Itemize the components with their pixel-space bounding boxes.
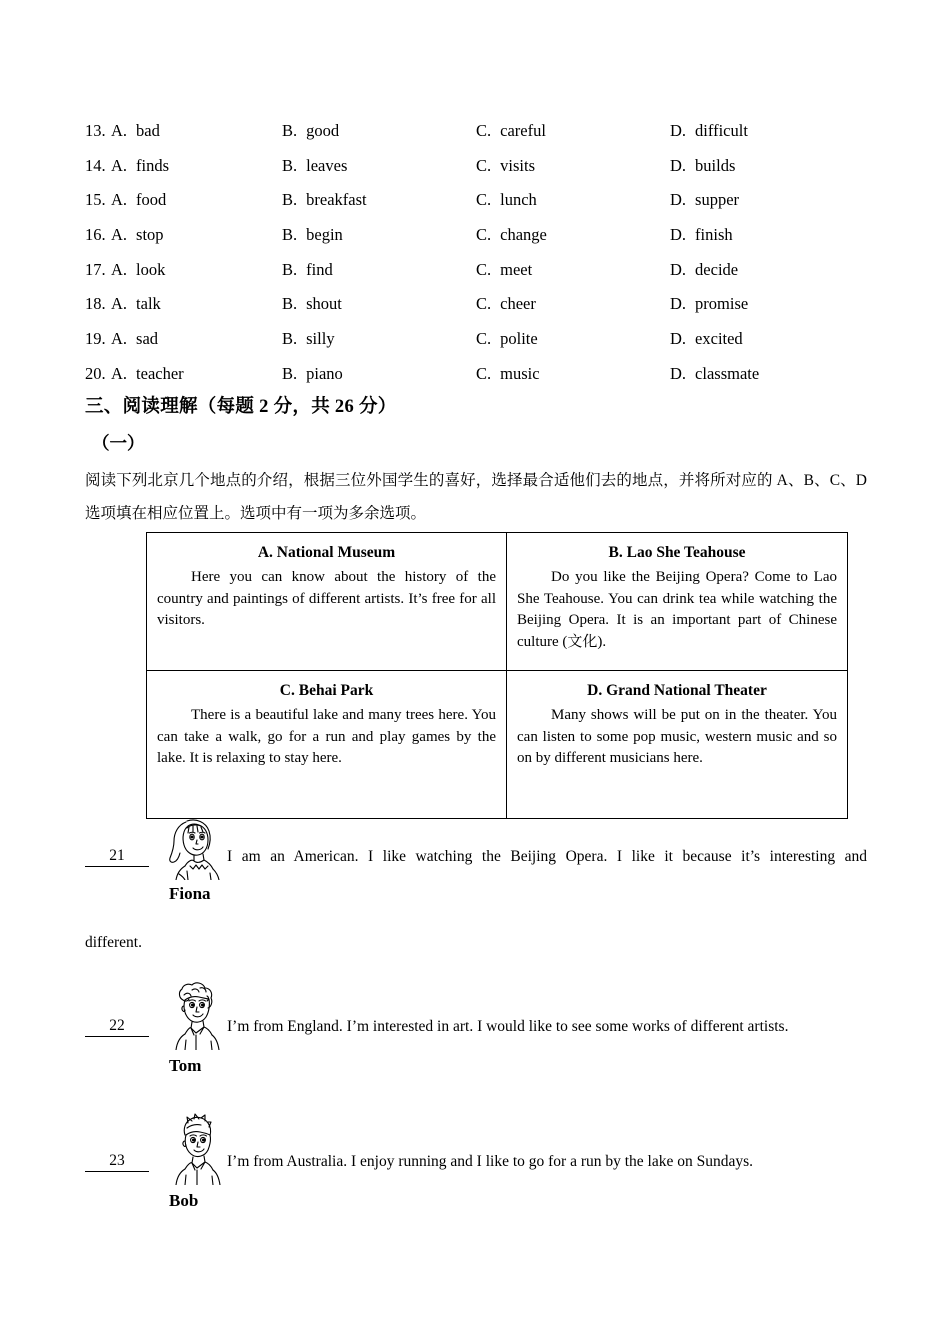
option-text-b: silly xyxy=(306,329,335,349)
option-text-a: bad xyxy=(136,121,160,140)
option-letter-b: B. xyxy=(282,121,298,140)
option-letter-c: C. xyxy=(476,363,492,383)
place-title-a: A. National Museum xyxy=(257,544,396,561)
option-a[interactable] xyxy=(111,357,184,392)
option-text-c: careful xyxy=(500,121,546,140)
option-text-d: difficult xyxy=(695,121,748,140)
option-b[interactable] xyxy=(282,114,339,149)
student-name-22: Tom xyxy=(169,1056,202,1075)
option-text-d: builds xyxy=(695,155,736,175)
place-cell-b xyxy=(507,533,848,671)
option-letter-a: A. xyxy=(111,329,128,349)
option-letter-a: A. xyxy=(111,190,128,210)
option-letter-b: B. xyxy=(282,225,298,245)
option-c[interactable] xyxy=(476,218,547,253)
place-cell-d xyxy=(507,671,848,819)
option-text-d: classmate xyxy=(695,363,760,383)
table-row xyxy=(147,533,848,671)
option-c[interactable] xyxy=(476,183,537,218)
option-text-c: music xyxy=(500,363,540,383)
option-text-c: cheer xyxy=(500,294,536,314)
option-letter-d: D. xyxy=(670,363,687,383)
subsection-heading: （一） xyxy=(92,433,145,453)
question-number: 17. xyxy=(85,259,106,279)
place-body-d: Many shows will be put on in the theater. You can listen to some pop music, western music and so on by different musicians here. xyxy=(517,707,837,766)
place-title-b: B. Lao She Teahouse xyxy=(608,544,746,561)
option-letter-a: A. xyxy=(111,363,128,383)
option-letter-c: C. xyxy=(476,190,492,210)
option-text-b: find xyxy=(306,259,333,279)
question-number: 13. xyxy=(85,121,106,140)
option-text-c: visits xyxy=(500,155,535,175)
boy-curly-hair-icon xyxy=(163,978,223,1055)
option-row xyxy=(85,253,875,288)
option-b[interactable] xyxy=(282,357,343,392)
option-text-b: good xyxy=(306,121,340,140)
section-instructions: 阅读下列北京几个地点的介绍，根据三位外国学生的喜好，选择最合适他们去的地点，并将所对应的 A、B、C、D 选项填在相应位置上。选项中有一项为多余选项。 xyxy=(85,472,867,522)
boy-spiky-hair-icon xyxy=(163,1111,223,1190)
student-statement-23: I’m from Australia. I enjoy running and I like to go for a run by the lake on Sundays. xyxy=(227,1153,754,1170)
option-b[interactable] xyxy=(282,218,343,253)
cloze-options-block xyxy=(85,114,875,392)
option-text-a: food xyxy=(136,190,167,210)
option-letter-a: A. xyxy=(111,294,128,314)
option-letter-b: B. xyxy=(282,190,298,210)
option-letter-a: A. xyxy=(111,121,128,140)
option-c[interactable] xyxy=(476,287,536,322)
option-letter-d: D. xyxy=(670,225,687,245)
option-text-d: finish xyxy=(695,225,733,245)
option-row xyxy=(85,357,875,392)
option-b[interactable] xyxy=(282,149,347,184)
option-letter-d: D. xyxy=(670,155,687,175)
option-row xyxy=(85,183,875,218)
option-d[interactable] xyxy=(670,149,735,184)
option-text-d: excited xyxy=(695,329,743,349)
option-text-b: breakfast xyxy=(306,190,367,210)
place-body-c: There is a beautiful lake and many trees here. You can take a walk, go for a run and play games by the lake. It is relaxing to stay here. xyxy=(157,707,496,766)
option-letter-c: C. xyxy=(476,329,492,349)
places-table xyxy=(146,532,848,819)
option-text-a: stop xyxy=(136,225,164,245)
option-letter-c: C. xyxy=(476,121,492,140)
option-text-c: change xyxy=(500,225,547,245)
option-c[interactable] xyxy=(476,253,532,288)
option-text-c: lunch xyxy=(500,190,537,210)
option-text-d: promise xyxy=(695,294,749,314)
option-a[interactable] xyxy=(111,322,158,357)
option-letter-c: C. xyxy=(476,225,492,245)
option-letter-b: B. xyxy=(282,294,298,314)
student-statement-21: I am an American. I like watching the Beijing Opera. I like it because it’s interesting and xyxy=(227,848,867,865)
answer-blank-21[interactable]: 21 xyxy=(85,846,149,867)
option-letter-d: D. xyxy=(670,329,687,349)
question-number: 14. xyxy=(85,155,106,175)
section-heading: 三、阅读理解（每题 2 分，共 26 分） xyxy=(85,397,397,417)
option-c[interactable] xyxy=(476,357,540,392)
option-c[interactable] xyxy=(476,322,538,357)
option-letter-b: B. xyxy=(282,329,298,349)
student-name-23: Bob xyxy=(169,1191,199,1210)
option-b[interactable] xyxy=(282,253,333,288)
option-text-a: teacher xyxy=(136,363,184,383)
place-title-c: C. Behai Park xyxy=(279,682,374,699)
option-b[interactable] xyxy=(282,322,335,357)
option-text-a: look xyxy=(136,259,166,279)
option-d[interactable] xyxy=(670,253,738,288)
table-row xyxy=(147,671,848,819)
option-text-c: meet xyxy=(500,259,533,279)
option-a[interactable] xyxy=(111,253,165,288)
option-text-b: begin xyxy=(306,225,343,245)
option-letter-b: B. xyxy=(282,363,298,383)
option-d[interactable] xyxy=(670,218,733,253)
option-a[interactable] xyxy=(111,183,166,218)
option-d[interactable] xyxy=(670,114,748,149)
option-a[interactable] xyxy=(111,149,169,184)
option-row xyxy=(85,322,875,357)
option-row xyxy=(85,149,875,184)
option-d[interactable] xyxy=(670,183,739,218)
option-a[interactable] xyxy=(111,218,164,253)
question-number: 16. xyxy=(85,225,106,245)
option-text-a: sad xyxy=(136,329,159,349)
question-number: 18. xyxy=(85,294,106,314)
option-letter-c: C. xyxy=(476,155,492,175)
option-text-d: decide xyxy=(695,259,739,279)
place-cell-a xyxy=(147,533,507,671)
option-letter-b: B. xyxy=(282,259,298,279)
answer-blank-23[interactable]: 23 xyxy=(85,1151,149,1172)
place-body-a: Here you can know about the history of the country and paintings of different artists. It’s free for all visitors. xyxy=(157,569,496,628)
option-letter-d: D. xyxy=(670,294,687,314)
option-c[interactable] xyxy=(476,114,546,149)
option-b[interactable] xyxy=(282,183,367,218)
option-letter-c: C. xyxy=(476,294,492,314)
option-text-a: talk xyxy=(136,294,161,314)
student-statement-21-overflow: different. xyxy=(85,934,142,951)
option-d[interactable] xyxy=(670,287,748,322)
answer-blank-22[interactable]: 22 xyxy=(85,1016,149,1037)
option-letter-a: A. xyxy=(111,155,128,175)
question-number: 19. xyxy=(85,329,106,349)
option-text-a: finds xyxy=(136,155,170,175)
student-name-21: Fiona xyxy=(169,884,211,903)
option-letter-d: D. xyxy=(670,190,687,210)
place-cell-c xyxy=(147,671,507,819)
place-body-b: Do you like the Beijing Opera? Come to Lao She Teahouse. You can drink tea while watching the Beijing Opera. It is an important part of Chinese culture (文化). xyxy=(517,569,837,650)
option-b[interactable] xyxy=(282,287,342,322)
option-text-b: shout xyxy=(306,294,342,314)
option-text-b: leaves xyxy=(306,155,348,175)
option-text-c: polite xyxy=(500,329,538,349)
question-number: 15. xyxy=(85,190,106,210)
option-c[interactable] xyxy=(476,149,535,184)
option-letter-b: B. xyxy=(282,155,298,175)
option-text-d: supper xyxy=(695,190,740,210)
option-a[interactable] xyxy=(111,114,160,149)
option-letter-c: C. xyxy=(476,259,492,279)
place-title-d: D. Grand National Theater xyxy=(587,682,767,699)
option-a[interactable] xyxy=(111,287,161,322)
question-number: 20. xyxy=(85,363,106,383)
option-letter-a: A. xyxy=(111,259,128,279)
option-letter-d: D. xyxy=(670,259,687,279)
option-d[interactable] xyxy=(670,357,759,392)
option-letter-d: D. xyxy=(670,121,687,140)
option-row xyxy=(85,114,875,149)
student-statement-22: I’m from England. I’m interested in art. I would like to see some works of different artists. xyxy=(227,1018,789,1035)
girl-long-hair-icon xyxy=(163,814,223,885)
option-row xyxy=(85,218,875,253)
option-text-b: piano xyxy=(306,363,343,383)
option-row xyxy=(85,287,875,322)
option-d[interactable] xyxy=(670,322,743,357)
option-letter-a: A. xyxy=(111,225,128,245)
